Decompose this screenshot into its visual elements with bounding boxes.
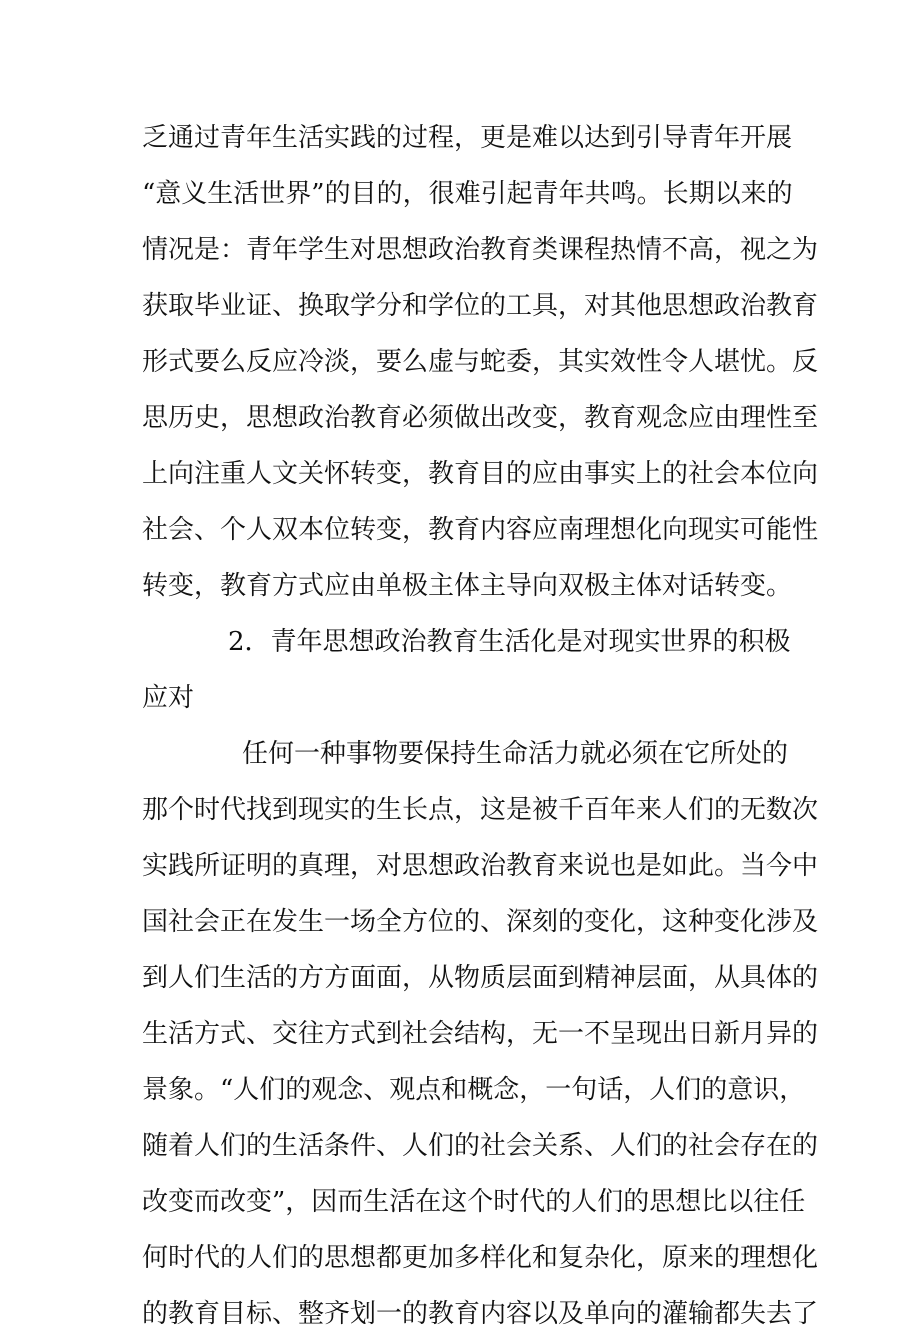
heading-line: 2．青年思想政治教育生活化是对现实世界的积极	[228, 627, 791, 657]
text-line: 任何一种事物要保持生命活力就必须在它所处的	[242, 739, 789, 769]
text-line: 何时代的人们的思想都更加多样化和复杂化，原来的理想化	[142, 1243, 819, 1273]
text-line: 随着人们的生活条件、人们的社会关系、人们的社会存在的	[142, 1131, 819, 1161]
text-line: 国社会正在发生一场全方位的、深刻的变化，这种变化涉及	[142, 907, 819, 937]
text-line: 景象。“人们的观念、观点和概念，一句话，人们的意识，	[142, 1075, 806, 1105]
text-line: 到人们生活的方方面面，从物质层面到精神层面，从具体的	[142, 963, 819, 993]
text-line: 获取毕业证、换取学分和学位的工具，对其他思想政治教育	[142, 291, 819, 321]
paragraph	[142, 726, 819, 1342]
text-line: 转变，教育方式应由单极主体主导向双极主体对话转变。	[142, 571, 793, 601]
text-line: 生活方式、交往方式到社会结构，无一不呈现出日新月异的	[142, 1019, 819, 1049]
text-line: 情况是：青年学生对思想政治教育类课程热情不高，视之为	[142, 235, 819, 265]
text-line: 社会、个人双本位转变，教育内容应南理想化向现实可能性	[142, 515, 819, 545]
text-line: 的教育目标、整齐划一的教育内容以及单向的灌输都失去了	[142, 1299, 819, 1329]
text-line: 乏通过青年生活实践的过程，更是难以达到引导青年开展	[142, 123, 793, 153]
text-line: “意义生活世界”的目的，很难引起青年共鸣。长期以来的	[142, 179, 793, 209]
document-body	[142, 110, 819, 1342]
section-heading	[142, 614, 791, 726]
heading-line: 应对	[142, 683, 195, 713]
text-line: 改变而改变”，因而生活在这个时代的人们的思想比以往任	[142, 1187, 806, 1217]
paragraph-continuation	[142, 110, 819, 614]
text-line: 上向注重人文关怀转变，教育目的应由事实上的社会本位向	[142, 459, 819, 489]
text-line: 形式要么反应冷淡，要么虚与蛇委，其实效性令人堪忧。反	[142, 347, 819, 377]
text-line: 那个时代找到现实的生长点，这是被千百年来人们的无数次	[142, 795, 819, 825]
text-line: 实践所证明的真理，对思想政治教育来说也是如此。当今中	[142, 851, 819, 881]
text-line: 思历史，思想政治教育必须做出改变，教育观念应由理性至	[142, 403, 819, 433]
